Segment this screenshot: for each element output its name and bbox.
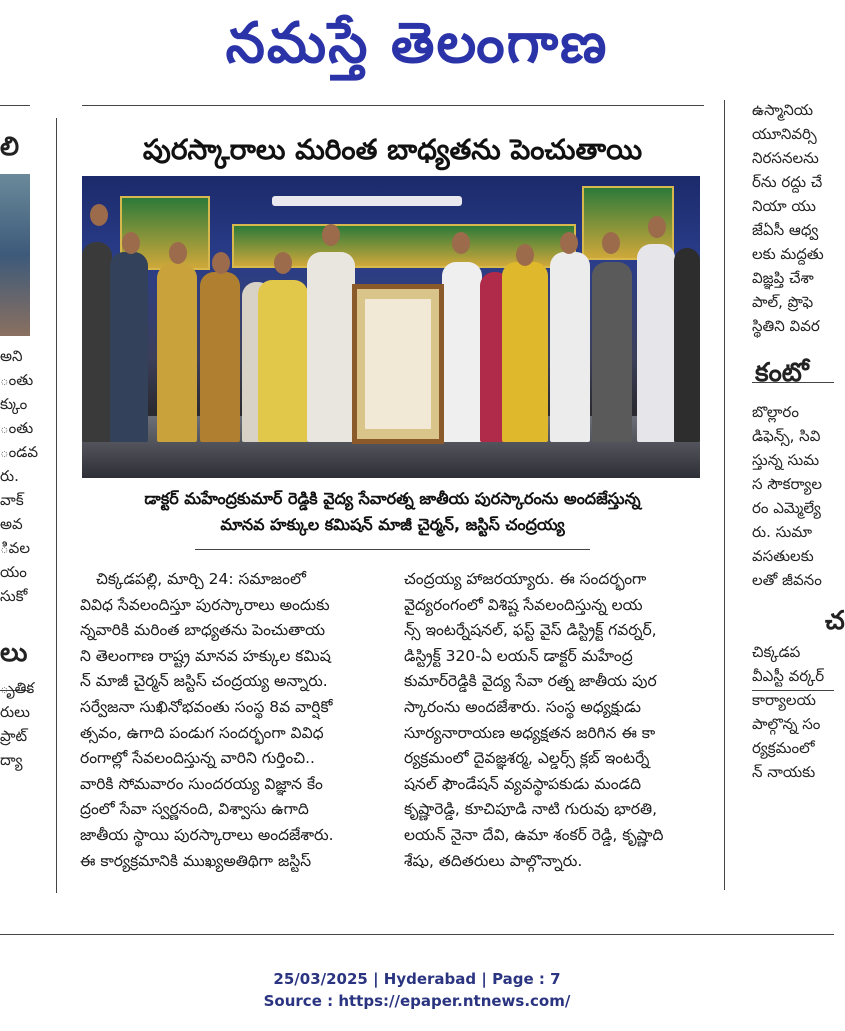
text-line: డిఫెన్స్, సివి <box>752 427 821 445</box>
text-line: ప్రాట్ <box>0 727 28 745</box>
left-fragment-heading: లి <box>0 132 20 162</box>
person <box>200 272 240 442</box>
face <box>212 252 230 274</box>
right-fragment-text-3 <box>735 640 834 784</box>
text-line: కుమార్‌రెడ్డికి వైద్య సేవా రత్న జాతీయ పుర <box>404 672 657 691</box>
text-line: కార్యాలయ <box>752 691 816 709</box>
face <box>274 252 292 274</box>
article-photo <box>82 176 700 478</box>
article-headline: పురస్కారాలు మరింత బాధ్యతను పెంచుతాయి <box>142 133 643 166</box>
footer-source-link[interactable]: Source : https://epaper.ntnews.com/ <box>263 992 571 1010</box>
text-line: ర్యక్రమంలో దైవజ్ఞశర్మ, ఎల్డర్స్ క్లబ్ ఇంటర్నే <box>404 749 650 768</box>
text-line: విజ్ఞప్తి చేశా <box>752 269 814 287</box>
person <box>258 280 308 442</box>
person <box>442 262 482 442</box>
face <box>648 216 666 238</box>
face <box>90 204 108 226</box>
left-fragment-text <box>0 344 39 608</box>
text-line: చిక్కడప <box>752 643 801 661</box>
text-line: వీఎస్టీ వర్కర్ <box>752 667 825 685</box>
text-line: సూర్యనారాయణ అధ్యక్షతన జరిగిన ఈ కా <box>404 723 656 742</box>
left-column-fragment <box>0 128 39 898</box>
text-line: అని <box>0 347 23 365</box>
text-line: ర్‌ను రద్దు చే <box>752 173 823 191</box>
text-line: పాల్, ప్రొఫె <box>752 293 814 311</box>
citation-paper <box>365 299 431 429</box>
text-line: ంతు <box>0 371 34 389</box>
top-divider-left <box>0 105 30 106</box>
text-line: జాతీయ స్థాయి పురస్కారాలు అందజేశారు. <box>80 825 334 844</box>
text-line: శేషు, తదితరులు పాల్గొన్నారు. <box>404 851 583 870</box>
caption-line: మానవ హక్కుల కమిషన్ మాజీ చైర్మన్, జస్టిస్ చంద్రయ్య <box>220 515 565 534</box>
text-line: సర్వేజనా సుఖినోభవంతు సంస్థ 8వ వార్షికో <box>80 697 333 716</box>
text-line: యూనివర్సి <box>752 125 817 143</box>
person <box>637 244 675 442</box>
text-line: పాల్గొన్న సం <box>752 715 821 733</box>
text-line: అవ <box>0 515 23 533</box>
right-fragment-heading-2: చ <box>825 606 845 636</box>
text-line: యం <box>0 563 27 581</box>
person <box>110 252 148 442</box>
face <box>560 232 578 254</box>
person <box>550 252 590 442</box>
right-fragment-text-2 <box>735 400 834 592</box>
caption-divider <box>195 549 590 550</box>
face <box>602 232 620 254</box>
text-line: వసతులకు <box>752 547 814 565</box>
person <box>674 248 700 442</box>
award-citation-frame <box>352 284 444 444</box>
text-line: లతో జీవనం <box>752 571 822 589</box>
text-line: నియా యు <box>752 197 816 215</box>
face <box>452 232 470 254</box>
text-line: ని తెలంగాణ రాష్ట్ర మానవ హక్కుల కమిష <box>80 646 331 665</box>
caption-line: డాక్టర్ మహేంద్రకుమార్ రెడ్డికి వైద్య సేవారత్న జాతీయ పురస్కారంను అందజేస్తున్న <box>144 489 641 508</box>
text-line: రంగాల్లో సేవలందిస్తున్న వారిని గుర్తించి.. <box>80 749 315 768</box>
face <box>322 224 340 246</box>
text-line: స్థితిని వివర <box>752 317 820 335</box>
text-line: వివిధ సేవలందిస్తూ పురస్కారాలు అందుకు <box>80 595 330 614</box>
text-line: రులు <box>0 703 30 721</box>
face <box>122 232 140 254</box>
text-line: క్కుం <box>0 395 28 413</box>
text-line: ండవ <box>0 443 39 461</box>
text-line: షనల్ ఫౌండేషన్ వ్యవస్థాపకుడు మండది <box>404 774 642 793</box>
text-line: రు. సుమా <box>752 523 813 541</box>
text-line: చిక్కడపల్లి, మార్చి 24: సమాజంలో <box>96 570 306 588</box>
text-line: వాక్ <box>0 491 24 509</box>
text-line: ఉస్మానియ <box>752 101 814 119</box>
text-line: ర్యక్రమంలో <box>752 739 815 757</box>
text-line: జేఏసీ ఆధ్వ <box>752 221 819 239</box>
text-line: ఈ కార్యక్రమానికి ముఖ్యఅతిథిగా జస్టిస్ <box>80 851 312 870</box>
text-line: వారికి సోమవారం సుందరయ్య విజ్ఞాన కేం <box>80 774 323 793</box>
person <box>82 242 112 442</box>
text-line: లయన్ నైనా దేవి, ఉమా శంకర్ రెడ్డి, కృష్ణాది <box>404 825 664 844</box>
photo-caption <box>80 486 705 538</box>
text-line: వైద్యరంగంలో విశిష్ట సేవలందిస్తున్న లయ <box>404 595 643 614</box>
face <box>169 242 187 264</box>
page-bottom-divider <box>0 934 834 935</box>
text-line: స సౌకర్యాల <box>752 475 823 493</box>
right-fragment-heading: కంటో <box>755 358 809 388</box>
text-line: న్నవారికి మరింత బాధ్యతను పెంచుతాయ <box>80 621 326 640</box>
stage-light-bar <box>272 196 462 206</box>
text-line: నిరసనలను <box>752 149 819 167</box>
person <box>592 262 632 442</box>
text-line: సుకో <box>0 587 28 605</box>
left-fragment-text-2 <box>0 676 35 772</box>
text-line: త్సవం, ఉగాది పండుగ సందర్భంగా వివిధ <box>80 723 324 742</box>
right-column-fragment <box>735 98 845 898</box>
text-line: బొల్లారం <box>752 403 799 421</box>
column-divider-left <box>56 118 57 893</box>
text-line: లకు మద్దతు <box>752 245 824 263</box>
text-line: స్కారంను అందజేశారు. సంస్థ అధ్యక్షుడు <box>404 697 641 716</box>
right-fragment-text <box>735 98 834 338</box>
left-fragment-heading-2: లు <box>0 638 28 668</box>
text-line: ద్రంలో సేవా స్వర్ణనంది, విశ్వాసు ఉగాది <box>80 800 309 819</box>
text-line: స్తున్న సుమ <box>752 451 820 469</box>
person <box>307 252 355 442</box>
column-divider-right <box>724 100 725 890</box>
person <box>502 262 548 442</box>
top-divider-main <box>82 105 704 106</box>
footer-date-edition: 25/03/2025 | Hyderabad | Page : 7 <box>273 970 561 988</box>
text-line: రం ఎమ్మెల్యే <box>752 499 821 517</box>
text-line: న్ నాయకు <box>752 763 816 781</box>
text-line: న్స్ ఇంటర్నేషనల్, ఫస్ట్ వైస్ డిస్ట్రిక్ట్ గవర్నర్, <box>404 621 657 640</box>
text-line: డిస్ట్రిక్ట్ 320-ఏ లయన్ డాక్టర్ మహేంద్ర <box>404 646 633 665</box>
text-line: రు. <box>0 467 19 485</box>
person <box>157 264 197 442</box>
text-line: ృతిక <box>0 679 35 697</box>
text-line: ద్యా <box>0 751 23 769</box>
text-line: కృష్ణారెడ్డి, కూచిపూడి నాటి గురువు భారతి, <box>404 800 657 819</box>
face <box>516 244 534 266</box>
article-column-1 <box>80 567 388 897</box>
article-column-2 <box>404 567 706 897</box>
text-line: ంతు <box>0 419 34 437</box>
text-line: న్ మాజీ చైర్మన్ జస్టిస్ చంద్రయ్య అన్నారు. <box>80 672 328 691</box>
text-line: ివల <box>0 539 30 557</box>
masthead-title: నమస్తే తెలంగాణ <box>225 11 609 76</box>
text-line: చంద్రయ్య హాజరయ్యారు. ఈ సందర్భంగా <box>404 570 647 588</box>
left-fragment-photo <box>0 174 30 336</box>
